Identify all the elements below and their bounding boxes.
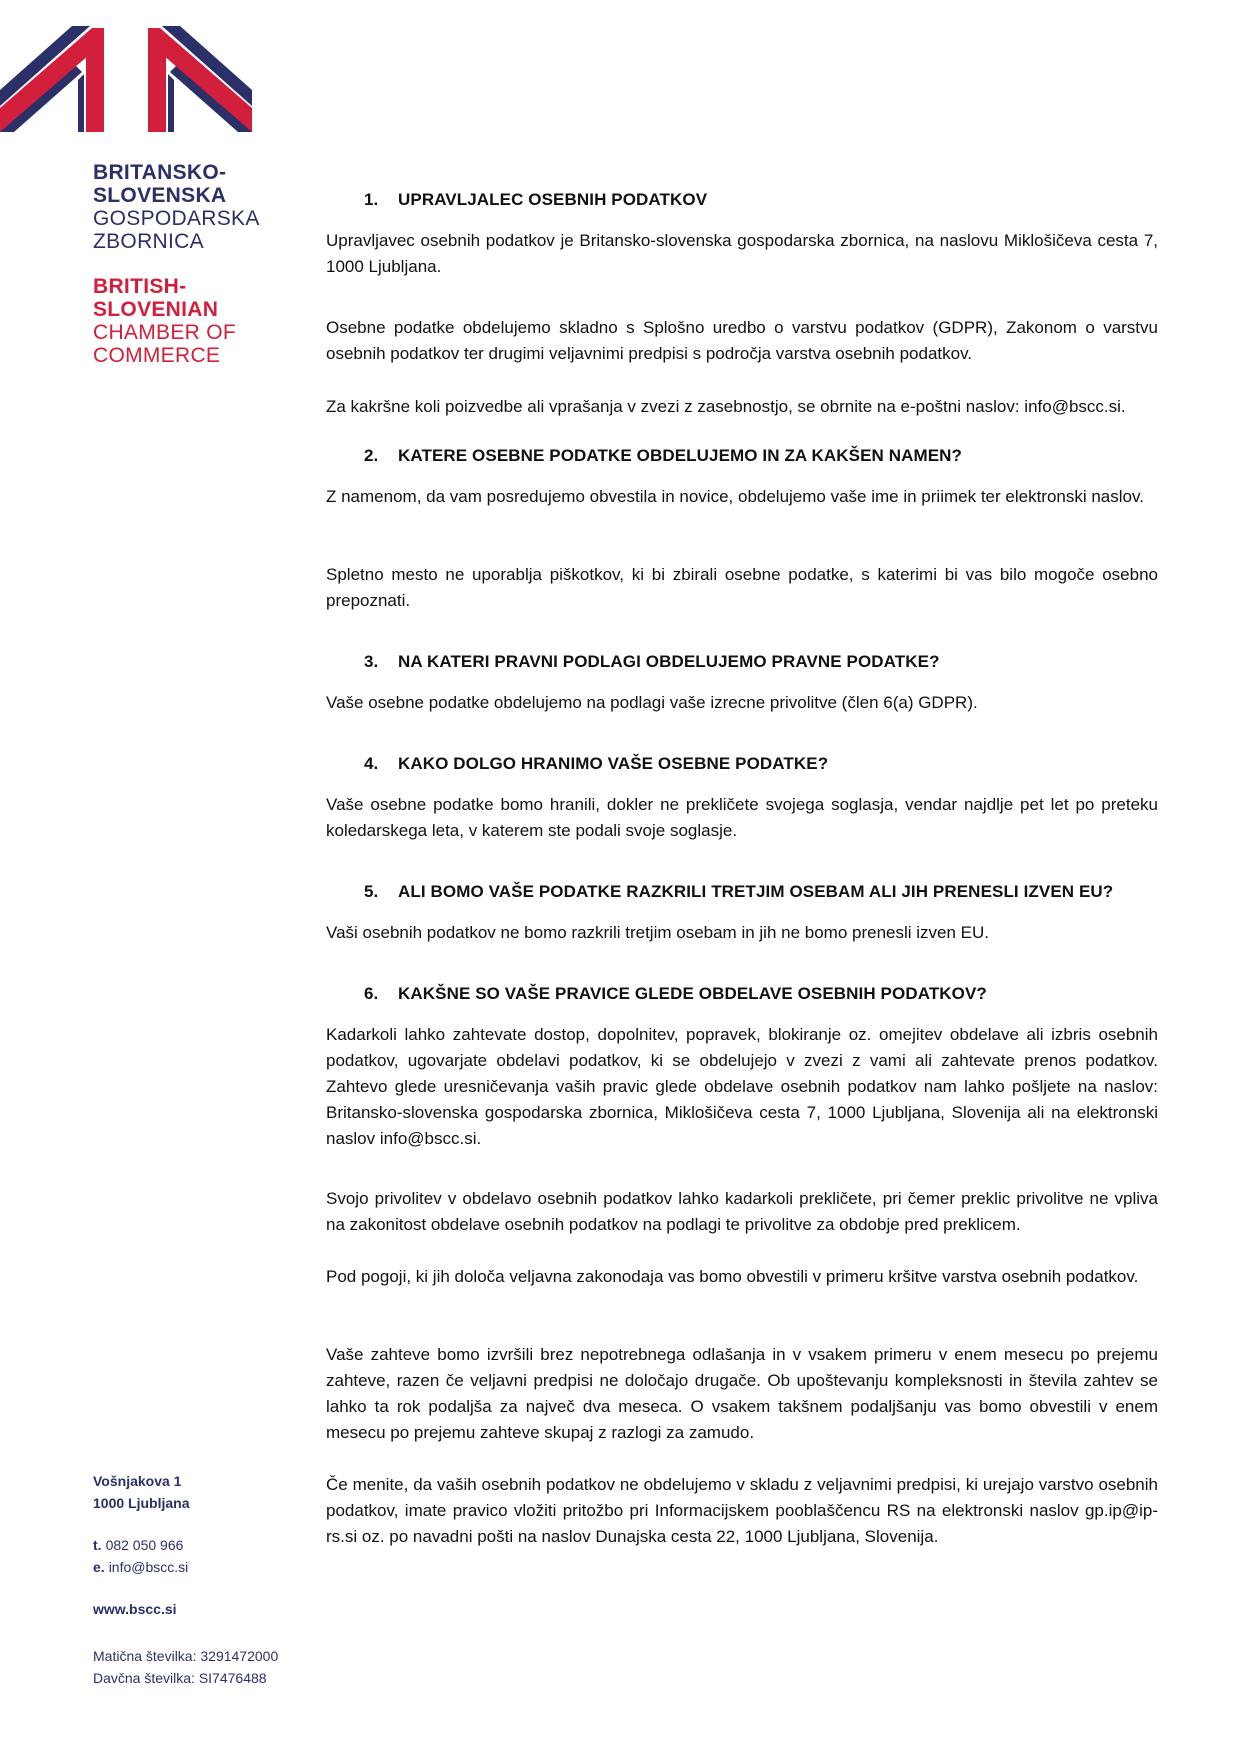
section-number: 2. <box>364 446 379 465</box>
paragraph: Upravljavec osebnih podatkov je Britansko-slovenska gospodarska zbornica, na naslovu Miklošičeva cesta 7, 1000 Ljubljana. <box>326 231 1158 276</box>
paragraph: Vaše osebne podatke obdelujemo na podlagi vaše izrecne privolitve (člen 6(a) GDPR). <box>326 693 978 712</box>
bscc-logo-icon <box>0 26 252 138</box>
paragraph: Če menite, da vaših osebnih podatkov ne obdelujemo v skladu z veljavnimi predpisi, ki urejajo varstvo osebnih podatkov, imate pravico vložiti pritožbo pri Informacijskem pooblaščencu RS na elektronski naslov gp.ip@ip-rs.si oz. po navadni pošti na naslov Dunajska cesta 22, 1000 Ljubljana, Slovenija. <box>326 1475 1158 1546</box>
section-title: NA KATERI PRAVNI PODLAGI OBDELUJEMO PRAVNE PODATKE? <box>398 652 940 671</box>
section-number: 5. <box>364 882 379 901</box>
paragraph: Pod pogoji, ki jih določa veljavna zakonodaja vas bomo obvestili v primeru kršitve varstva osebnih podatkov. <box>326 1267 1139 1286</box>
address-line: 1000 Ljubljana <box>93 1495 190 1511</box>
section-number: 6. <box>364 984 379 1003</box>
paragraph: Spletno mesto ne uporablja piškotkov, ki bi zbirali osebne podatke, s katerimi bi vas bilo mogoče osebno prepoznati. <box>326 565 1158 610</box>
email-link[interactable]: info@bscc.si <box>108 1559 189 1575</box>
email-label: e. <box>93 1559 105 1575</box>
org-name-line: GOSPODARSKA <box>93 207 260 230</box>
section-number: 4. <box>364 754 379 773</box>
org-name-line: BRITISH- <box>93 275 187 298</box>
company-ids <box>93 1649 278 1693</box>
org-name-english <box>93 276 236 368</box>
section-heading <box>364 652 940 672</box>
section-number: 3. <box>364 652 379 671</box>
section-title: ALI BOMO VAŠE PODATKE RAZKRILI TRETJIM OSEBAM ALI JIH PRENESLI IZVEN EU? <box>398 882 1114 901</box>
org-name-line: COMMERCE <box>93 344 221 367</box>
registration-number: Matična številka: 3291472000 <box>93 1648 279 1664</box>
contact-address <box>93 1474 189 1518</box>
contact-details <box>93 1538 188 1582</box>
section-heading <box>364 984 987 1004</box>
paragraph: Vaše zahteve bomo izvršili brez nepotrebnega odlašanja in v vsakem primeru v enem mesecu po prejemu zahteve, razen če veljavni predpisi ne določajo drugače. Ob upoštevanju kompleksnosti in števila zahtev se lahko ta rok podaljša za največ dva meseca. O vsakem takšnem podaljšanju vas bomo obvestili v enem mesecu po prejemu zahteve skupaj z razlogi za zamudo. <box>326 1345 1158 1442</box>
email-row <box>93 1560 188 1582</box>
section-heading <box>364 446 962 466</box>
phone-number[interactable]: 082 050 966 <box>105 1537 184 1553</box>
section-title: UPRAVLJALEC OSEBNIH PODATKOV <box>398 190 708 209</box>
org-name-line: SLOVENIAN <box>93 298 219 321</box>
section-heading <box>364 190 707 210</box>
paragraph: Vaši osebnih podatkov ne bomo razkrili tretjim osebam in jih ne bomo prenesli izven EU. <box>326 923 990 942</box>
org-name-slovenian <box>93 162 260 254</box>
section-heading <box>364 882 1113 902</box>
org-name-line: ZBORNICA <box>93 230 204 253</box>
address-line: Vošnjakova 1 <box>93 1473 182 1489</box>
section-title: KATERE OSEBNE PODATKE OBDELUJEMO IN ZA KAKŠEN NAMEN? <box>398 446 963 465</box>
paragraph: Za kakršne koli poizvedbe ali vprašanja v zvezi z zasebnostjo, se obrnite na e-poštni naslov: info@bscc.si. <box>326 397 1126 416</box>
section-number: 1. <box>364 190 379 209</box>
paragraph: Kadarkoli lahko zahtevate dostop, dopolnitev, popravek, blokiranje oz. omejitev obdelave ali izbris osebnih podatkov, ugovarjate obdelavi podatkov, ki se obdelujejo v zvezi z vami ali zahtevate prenos podatkov. Zahtevo glede uresničevanja vaših pravic glede obdelave osebnih podatkov nam lahko pošljete na naslov: Britansko-slovenska gospodarska zbornica, Miklošičeva cesta 7, 1000 Ljubljana, Slovenija ali na elektronski naslov info@bscc.si. <box>326 1025 1158 1148</box>
phone-row <box>93 1538 188 1560</box>
section-title: KAKŠNE SO VAŠE PRAVICE GLEDE OBDELAVE OSEBNIH PODATKOV? <box>398 984 987 1003</box>
website-link[interactable]: www.bscc.si <box>93 1601 177 1617</box>
section-heading <box>364 754 828 774</box>
paragraph: Osebne podatke obdelujemo skladno s Splošno uredbo o varstvu podatkov (GDPR), Zakonom o varstvu osebnih podatkov ter drugimi veljavnimi predpisi s področja varstva osebnih podatkov. <box>326 318 1158 363</box>
section-title: KAKO DOLGO HRANIMO VAŠE OSEBNE PODATKE? <box>398 754 829 773</box>
phone-label: t. <box>93 1537 102 1553</box>
paragraph: Vaše osebne podatke bomo hranili, dokler ne prekličete svojega soglasja, vendar najdlje pet let po preteku koledarskega leta, v katerem ste podali svoje soglasje. <box>326 795 1158 840</box>
paragraph: Svojo privolitev v obdelavo osebnih podatkov lahko kadarkoli prekličete, pri čemer preklic privolitve ne vpliva na zakonitost obdelave osebnih podatkov na podlagi te privolitve za obdobje pred preklicem. <box>326 1189 1158 1234</box>
paragraph: Z namenom, da vam posredujemo obvestila in novice, obdelujemo vaše ime in priimek ter elektronski naslov. <box>326 487 1144 506</box>
tax-number: Davčna številka: SI7476488 <box>93 1670 267 1686</box>
org-name-line: BRITANSKO- <box>93 161 227 184</box>
org-name-line: SLOVENSKA <box>93 184 227 207</box>
org-name-line: CHAMBER OF <box>93 321 237 344</box>
